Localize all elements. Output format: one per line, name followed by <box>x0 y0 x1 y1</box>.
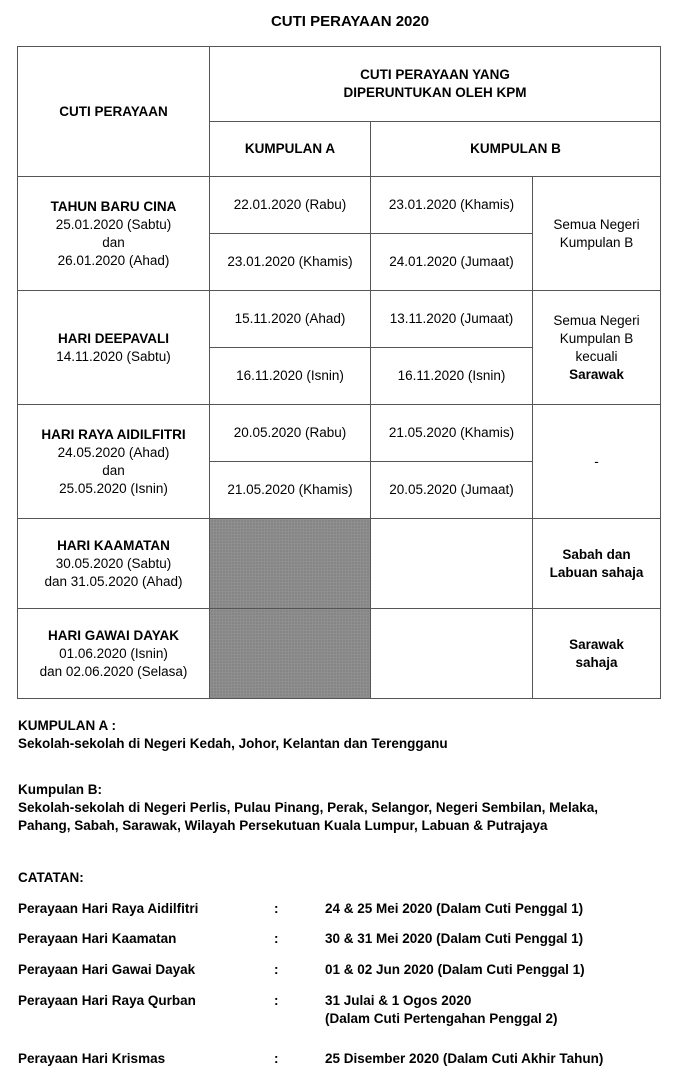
holiday-date-joiner: dan <box>102 462 125 478</box>
kumpulan-b-date: 21.05.2020 (Khamis) <box>371 405 533 462</box>
kumpulan-a-section <box>18 717 448 753</box>
kumpulan-b-date: 13.11.2020 (Jumaat) <box>371 291 533 348</box>
kumpulan-a-date: 23.01.2020 (Khamis) <box>210 234 371 291</box>
note-cell <box>533 609 661 699</box>
header-diperuntukan-line2: DIPERUNTUKAN OLEH KPM <box>343 85 527 100</box>
header-diperuntukan <box>210 47 661 122</box>
note-cell <box>533 519 661 609</box>
empty-cell <box>371 609 533 699</box>
catatan-label: Perayaan Hari Gawai Dayak <box>18 962 196 977</box>
catatan-colon: : <box>274 931 279 946</box>
catatan-value: 25 Disember 2020 (Dalam Cuti Akhir Tahun) <box>325 1051 604 1066</box>
kumpulan-b-section <box>18 781 598 835</box>
note-line: Kumpulan B <box>559 330 634 346</box>
header-kumpulan-b: KUMPULAN B <box>371 122 661 177</box>
catatan-label: Perayaan Hari Raya Aidilfitri <box>18 901 199 916</box>
kumpulan-b-date: 20.05.2020 (Jumaat) <box>371 462 533 519</box>
catatan-heading: CATATAN: <box>18 870 84 885</box>
catatan-label: Perayaan Hari Krismas <box>18 1051 166 1066</box>
header-kumpulan-a: KUMPULAN A <box>210 122 371 177</box>
holiday-name: TAHUN BARU CINA <box>50 198 177 214</box>
holiday-cell-deepavali <box>18 291 210 405</box>
kumpulan-a-date: 22.01.2020 (Rabu) <box>210 177 371 234</box>
empty-cell <box>371 519 533 609</box>
holiday-cell-gawai-dayak <box>18 609 210 699</box>
note-line: Sarawak <box>569 366 624 382</box>
kumpulan-b-date: 16.11.2020 (Isnin) <box>371 348 533 405</box>
holiday-name: HARI GAWAI DAYAK <box>47 627 180 643</box>
catatan-value-line2: (Dalam Cuti Pertengahan Penggal 2) <box>325 1011 558 1026</box>
kumpulan-b-date: 24.01.2020 (Jumaat) <box>371 234 533 291</box>
catatan-label: Perayaan Hari Raya Qurban <box>18 993 196 1008</box>
kumpulan-a-text: Sekolah-sekolah di Negeri Kedah, Johor, Kelantan dan Terengganu <box>18 736 448 751</box>
note-line: Semua Negeri <box>553 312 640 328</box>
holiday-date: 14.11.2020 (Sabtu) <box>56 348 171 364</box>
holiday-date: dan 02.06.2020 (Selasa) <box>39 663 188 679</box>
kumpulan-b-heading: Kumpulan B: <box>18 782 102 797</box>
catatan-value: 24 & 25 Mei 2020 (Dalam Cuti Penggal 1) <box>325 901 584 916</box>
note-line: Semua Negeri <box>553 216 640 232</box>
kumpulan-a-date: 16.11.2020 (Isnin) <box>210 348 371 405</box>
note-cell <box>533 177 661 291</box>
holiday-cell-kaamatan <box>18 519 210 609</box>
catatan-value-line1: 31 Julai & 1 Ogos 2020 <box>325 993 472 1008</box>
note-line: kecuali <box>575 348 618 364</box>
holiday-date: 25.01.2020 (Sabtu) <box>55 216 172 232</box>
catatan-colon: : <box>274 1051 279 1066</box>
note-line: Labuan sahaja <box>549 564 644 580</box>
holiday-date: 26.01.2020 (Ahad) <box>57 252 170 268</box>
note-line: Sabah dan <box>562 546 631 562</box>
header-cuti-perayaan: CUTI PERAYAAN <box>18 47 210 177</box>
holiday-date: 25.05.2020 (Isnin) <box>59 480 168 496</box>
page-title: CUTI PERAYAAN 2020 <box>270 13 430 30</box>
catatan-label: Perayaan Hari Kaamatan <box>18 931 177 946</box>
holiday-name: HARI RAYA AIDILFITRI <box>41 426 186 442</box>
catatan-value: 30 & 31 Mei 2020 (Dalam Cuti Penggal 1) <box>325 931 584 946</box>
note-line: Kumpulan B <box>559 234 634 250</box>
kumpulan-b-text-line1: Sekolah-sekolah di Negeri Perlis, Pulau Pinang, Perak, Selangor, Negeri Sembilan, Melaka, <box>18 800 598 815</box>
catatan-colon: : <box>274 962 279 977</box>
note-cell <box>533 291 661 405</box>
note-line: - <box>594 453 599 469</box>
holiday-cell-tahun-baru-cina <box>18 177 210 291</box>
kumpulan-a-date: 15.11.2020 (Ahad) <box>210 291 371 348</box>
holiday-date: 01.06.2020 (Isnin) <box>59 645 168 661</box>
kumpulan-b-date: 23.01.2020 (Khamis) <box>371 177 533 234</box>
catatan-colon: : <box>274 901 279 916</box>
shaded-cell <box>210 609 371 699</box>
holiday-name: HARI KAAMATAN <box>57 537 170 553</box>
kumpulan-b-text-line2: Pahang, Sabah, Sarawak, Wilayah Persekutuan Kuala Lumpur, Labuan & Putrajaya <box>18 818 548 833</box>
shaded-cell <box>210 519 371 609</box>
holiday-date: 30.05.2020 (Sabtu) <box>55 555 172 571</box>
kumpulan-a-heading: KUMPULAN A : <box>18 718 116 733</box>
header-diperuntukan-line1: CUTI PERAYAAN YANG <box>360 67 510 82</box>
holiday-date: dan 31.05.2020 (Ahad) <box>44 573 183 589</box>
catatan-colon: : <box>274 993 279 1008</box>
holiday-date-joiner: dan <box>102 234 125 250</box>
holiday-cell-aidilfitri <box>18 405 210 519</box>
kumpulan-a-date: 20.05.2020 (Rabu) <box>210 405 371 462</box>
note-cell <box>533 405 661 519</box>
holiday-date: 24.05.2020 (Ahad) <box>57 444 170 460</box>
holiday-name: HARI DEEPAVALI <box>57 330 169 346</box>
catatan-value <box>325 992 685 1028</box>
holiday-table <box>17 46 661 699</box>
note-line: Sarawak <box>569 636 624 652</box>
note-line: sahaja <box>575 654 618 670</box>
catatan-value: 01 & 02 Jun 2020 (Dalam Cuti Penggal 1) <box>325 962 585 977</box>
kumpulan-a-date: 21.05.2020 (Khamis) <box>210 462 371 519</box>
